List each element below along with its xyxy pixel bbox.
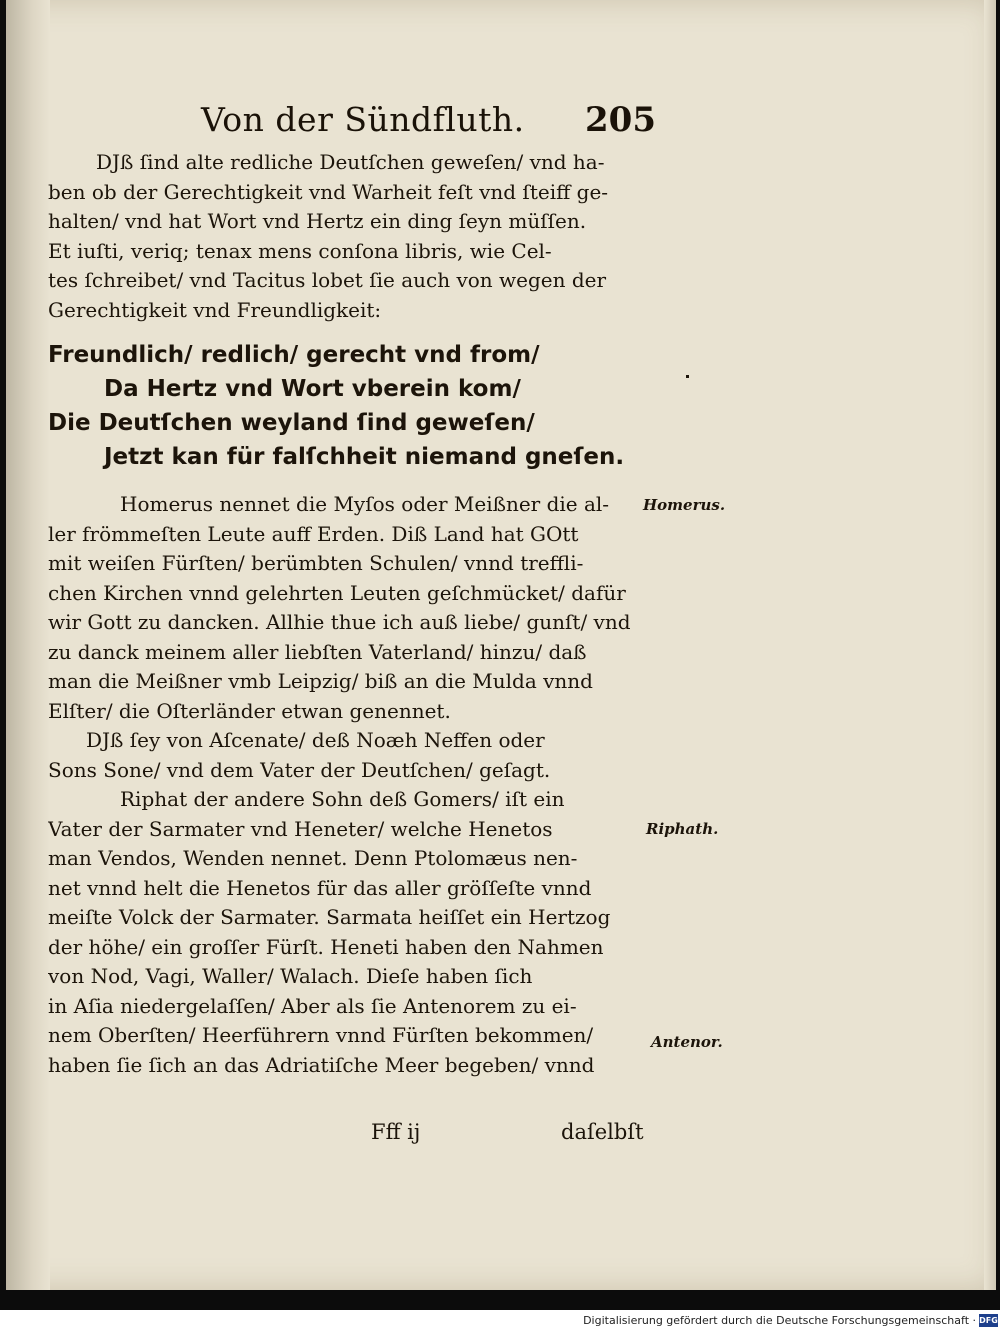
signature-mark: Fff ij	[371, 1120, 421, 1144]
attribution-bar	[0, 1310, 1000, 1331]
text-line: von Nod, Vagi, Waller/ Walach. Dieſe haben ſich	[48, 964, 533, 988]
text-line: Vater der Sarmater vnd Heneter/ welche Henetos	[48, 816, 553, 841]
text-line: ben ob der Gerechtigkeit vnd Warheit feſt vnd ſteiff ge-	[48, 179, 609, 204]
margin-note-riphath: Riphath.	[646, 820, 719, 838]
text-line: halten/ vnd hat Wort vnd Hertz ein ding ſeyn müſſen.	[48, 209, 587, 233]
paragraph-block-2	[48, 490, 648, 1080]
text-line: man Vendos, Wenden nennet. Denn Ptolomæus nen-	[48, 846, 578, 870]
text-line: haben ſie ſich an das Adriatiſche Meer begeben/ vnnd	[48, 1052, 595, 1077]
text-line: tes ſchreibet/ vnd Tacitus lobet ſie auch von wegen der	[48, 268, 607, 292]
text-line: chen Kirchen vnnd gelehrten Leuten geſchmücket/ dafür	[48, 580, 626, 605]
verse-line: Jetzt kan für falſchheit niemand gneſen.	[104, 444, 625, 470]
text-line: net vnnd helt die Henetos für das aller gröſſeſte vnnd	[48, 875, 592, 900]
text-line: der höhe/ ein groſſer Fürſt. Heneti haben den Nahmen	[48, 934, 604, 959]
text-line: Homerus nennet die Myſos oder Meißner die al-	[120, 492, 610, 516]
text-line: zu danck meinem aller liebſten Vaterland/ hinzu/ daß	[48, 639, 587, 664]
text-line: DJß ſey von Aſcenate/ deß Noæh Neffen oder	[86, 728, 545, 752]
running-head: Von der Sündfluth.	[201, 100, 525, 139]
dfg-logo: DFG	[979, 1316, 998, 1325]
text-line: Sons Sone/ vnd dem Vater der Deutſchen/ geſagt.	[48, 757, 551, 782]
text-line: ler frömmeſten Leute auff Erden. Diß Land hat GOtt	[48, 521, 579, 546]
text-line: Gerechtigkeit vnd Freundligkeit:	[48, 297, 382, 322]
page-header	[201, 100, 656, 146]
text-line: Elſter/ die Oſterländer etwan genennet.	[48, 698, 451, 723]
catchword: daſelbſt	[561, 1120, 644, 1144]
text-line: Et iuſti, veriq; tenax mens conſona libris, wie Cel-	[48, 238, 552, 263]
attribution-text: Digitalisierung gefördert durch die Deutsche Forschungsgemeinschaft ·	[583, 1314, 976, 1327]
text-line: DJß ſind alte redliche Deutſchen geweſen/ vnd ha-	[96, 150, 605, 174]
text-line: in Aſia niedergelaſſen/ Aber als ſie Antenorem zu ei-	[48, 993, 577, 1018]
page-number: 205	[585, 100, 656, 140]
margin-note-antenor: Antenor.	[651, 1033, 723, 1051]
paragraph-block-1	[48, 148, 648, 325]
text-line: mit weiſen Fürſten/ berümbten Schulen/ vnnd treffli-	[48, 551, 584, 575]
verse-line: Freundlich/ redlich/ gerecht vnd from/	[48, 342, 540, 368]
text-line: wir Gott zu dancken. Allhie thue ich auß liebe/ gunſt/ vnd	[48, 610, 631, 634]
margin-note-homerus: Homerus.	[643, 496, 726, 514]
verse-line: Da Hertz vnd Wort vberein kom/	[104, 376, 521, 402]
text-line: man die Meißner vmb Leipzig/ biß an die Mulda vnnd	[48, 669, 593, 693]
verse-block	[48, 338, 648, 474]
ink-speck	[686, 375, 689, 378]
page-fore-edge	[984, 0, 996, 1290]
book-page	[6, 0, 996, 1290]
text-line: nem Oberſten/ Heerführern vnnd Fürſten bekommen/	[48, 1023, 594, 1047]
verse-line: Die Deutſchen weyland ſind geweſen/	[48, 410, 535, 436]
text-line: meiſte Volck der Sarmater. Sarmata heiſſet ein Hertzog	[48, 905, 611, 929]
text-line: Riphat der andere Sohn deß Gomers/ iſt ein	[120, 787, 565, 811]
page-gutter	[6, 0, 50, 1290]
